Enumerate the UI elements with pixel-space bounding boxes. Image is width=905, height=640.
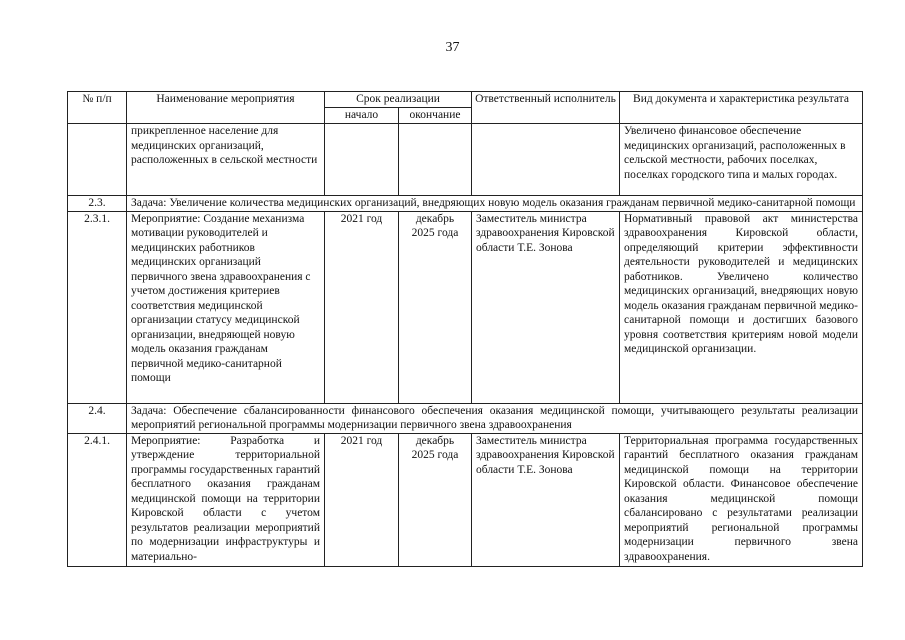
- responsible: Заместитель министра здравоохранения Кировской области Т.Е. Зонова: [472, 433, 620, 566]
- task-text: Задача: Увеличение количества медицинских организаций, внедряющих новую модель оказания гражданам первичной медико-санитарной помощи: [127, 196, 863, 212]
- row-number: 2.4.1.: [68, 433, 127, 566]
- header-name: Наименование мероприятия: [127, 92, 325, 124]
- measures-table: [67, 91, 863, 567]
- task-row-2-4: [68, 403, 863, 433]
- start-date: 2021 год: [325, 211, 399, 403]
- task-row-2-3: [68, 196, 863, 212]
- header-result: Вид документа и характеристика результата: [620, 92, 863, 124]
- measure-name: Мероприятие: Разработка и утверждение территориальной программы государственных гарантий бесплатного оказания гражданам медицинской помощи на территории Кировской области с учетом результатов реализации мероприятий по модернизации инфраструктуры и материально-: [127, 433, 325, 566]
- header-end: окончание: [399, 108, 472, 124]
- measure-name: прикрепленное население для медицинских организаций, расположенных в сельской местности: [127, 124, 325, 196]
- start-date: 2021 год: [325, 433, 399, 566]
- measure-result: Нормативный правовой акт министерства здравоохранения Кировской области, определяющий критерии эффективности деятельности руководителей и медицинских работников. Увеличено количество медицинских организаций, внедряющих новую модель оказания гражданам первичной медико-санитарной помощи и достигших базового уровня соответствия критериям новой модели медицинской организации.: [620, 211, 863, 403]
- measure-name: Мероприятие: Создание механизма мотивации руководителей и медицинских работников медицинских организаций первичного звена здравоохранения с учетом достижения критериев соответствия медицинской организации статусу медицинской организации, внедряющей новую модель оказания гражданам первичной медико-санитарной помощи: [127, 211, 325, 403]
- end-date: декабрь 2025 года: [399, 433, 472, 566]
- measure-result: Территориальная программа государственных гарантий бесплатного оказания гражданам медицинской помощи на территории Кировской области. Финансовое обеспечение оказания медицинской помощи сбалансировано с результатами реализации мероприятий региональной программы модернизации первичного звена здравоохранения.: [620, 433, 863, 566]
- header-responsible: Ответственный исполнитель: [472, 92, 620, 124]
- measure-row-2-4-1: [68, 433, 863, 566]
- end-date: декабрь 2025 года: [399, 211, 472, 403]
- header-start: начало: [325, 108, 399, 124]
- header-num: № п/п: [68, 92, 127, 124]
- measure-result: Увеличено финансовое обеспечение медицинских организаций, расположенных в сельской местности, рабочих поселках, поселках городского типа и малых городах.: [620, 124, 863, 196]
- table-row-continuation: [68, 124, 863, 196]
- header-term: Срок реализации: [325, 92, 472, 108]
- row-number: 2.3.: [68, 196, 127, 212]
- responsible: Заместитель министра здравоохранения Кировской области Т.Е. Зонова: [472, 211, 620, 403]
- row-number: 2.3.1.: [68, 211, 127, 403]
- row-number: 2.4.: [68, 403, 127, 433]
- measure-row-2-3-1: [68, 211, 863, 403]
- page-number: 37: [445, 40, 460, 55]
- task-text: Задача: Обеспечение сбалансированности финансового обеспечения оказания медицинской помощи, учитывающего результаты реализации мероприятий региональной программы модернизации первичного звена здравоохранения: [127, 403, 863, 433]
